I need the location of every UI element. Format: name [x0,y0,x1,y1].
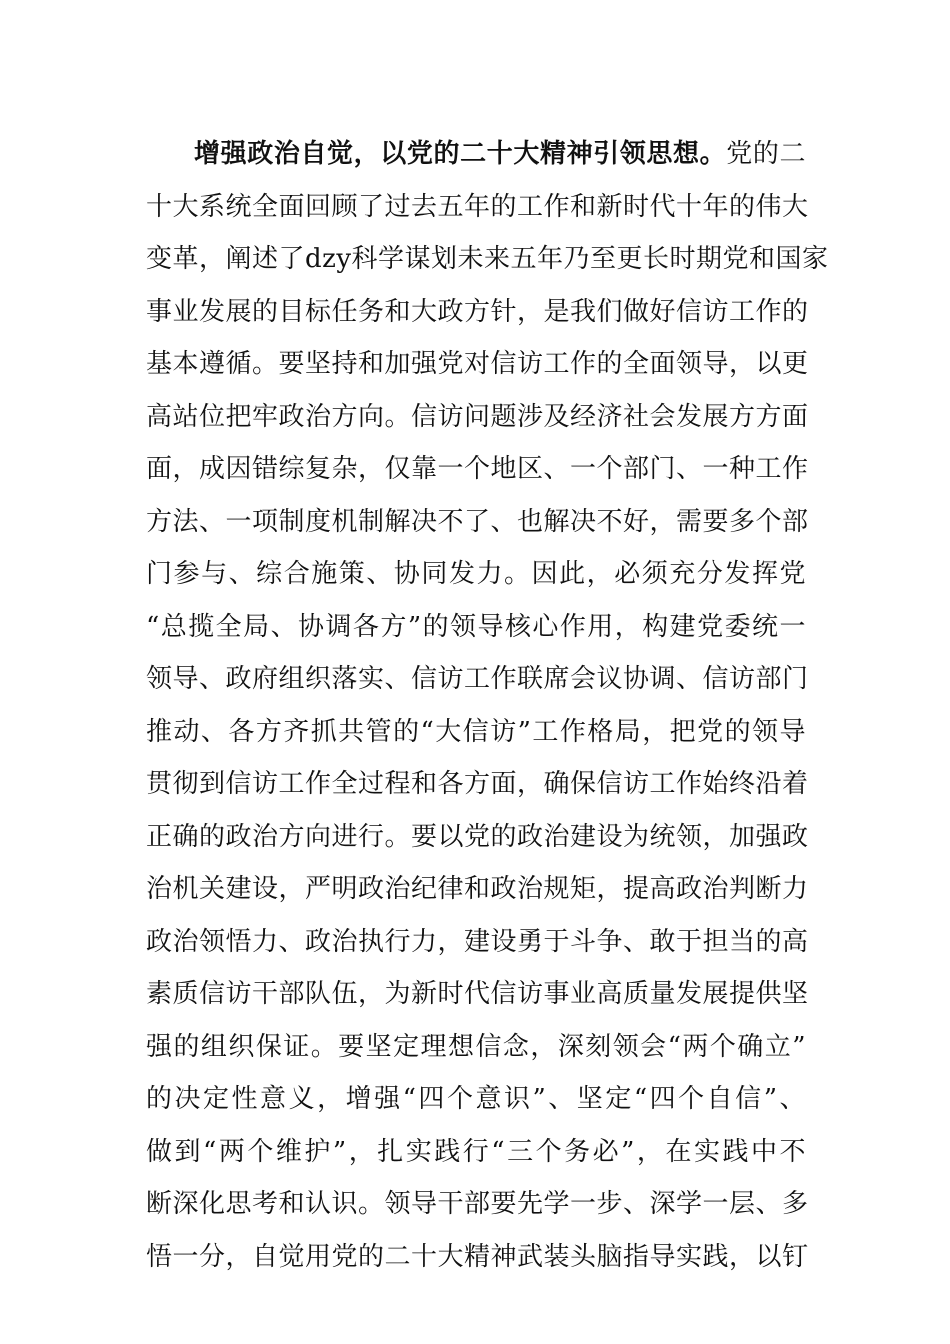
paragraph-line: 强的组织保证。要坚定理想信念，深刻领会“两个确立” [146,1031,806,1062]
paragraph-line [146,128,806,181]
paragraph-line: “总揽全局、协调各方”的领导核心作用，构建党委统一 [146,611,806,642]
paragraph-line: 事业发展的目标任务和大政方针，是我们做好信访工作的 [146,296,809,327]
paragraph-line: 推动、各方齐抓共管的“大信访”工作格局，把党的领导 [146,716,806,747]
paragraph-line: 素质信访干部队伍，为新时代信访事业高质量发展提供坚 [146,979,809,1009]
paragraph-line: 悟一分，自觉用党的二十大精神武装头脑指导实践，以钉 [146,1241,809,1272]
paragraph-line: 断深化思考和认识。领导干部要先学一步、深学一层、多 [146,1189,809,1219]
paragraph-line: 治机关建设，严明政治纪律和政治规矩，提高政治判断力 [146,874,809,904]
paragraph-line: 领导、政府组织落实、信访工作联席会议协调、信访部门 [146,664,809,694]
paragraph-line: 方法、一项制度机制解决不了、也解决不好，需要多个部 [146,506,809,537]
paragraph-line: 变革，阐述了dzy科学谋划未来五年乃至更长时期党和国家 [146,244,829,274]
body-paragraph [146,128,829,1283]
paragraph-line: 做到“两个维护”，扎实践行“三个务必”，在实践中不 [146,1136,806,1167]
paragraph-line: 正确的政治方向进行。要以党的政治建设为统领，加强政 [146,821,809,852]
paragraph-line: 基本遵循。要坚持和加强党对信访工作的全面领导，以更 [146,349,809,379]
paragraph-heading: 增强政治自觉，以党的二十大精神引领思想。 [194,139,727,169]
paragraph-line: 贯彻到信访工作全过程和各方面，确保信访工作始终沿着 [146,769,809,799]
paragraph-line: 面，成因错综复杂，仅靠一个地区、一个部门、一种工作 [146,454,809,484]
paragraph-line: 的决定性意义，增强“四个意识”、坚定“四个自信”、 [146,1084,806,1114]
paragraph-line: 十大系统全面回顾了过去五年的工作和新时代十年的伟大 [146,191,809,222]
paragraph-line: 门参与、综合施策、协同发力。因此，必须充分发挥党 [146,559,806,589]
paragraph-line: 高站位把牢政治方向。信访问题涉及经济社会发展方方面 [146,401,809,432]
paragraph-line-text: 党的二 [726,139,806,169]
paragraph-line: 政治领悟力、政治执行力，建设勇于斗争、敢于担当的高 [146,926,809,957]
